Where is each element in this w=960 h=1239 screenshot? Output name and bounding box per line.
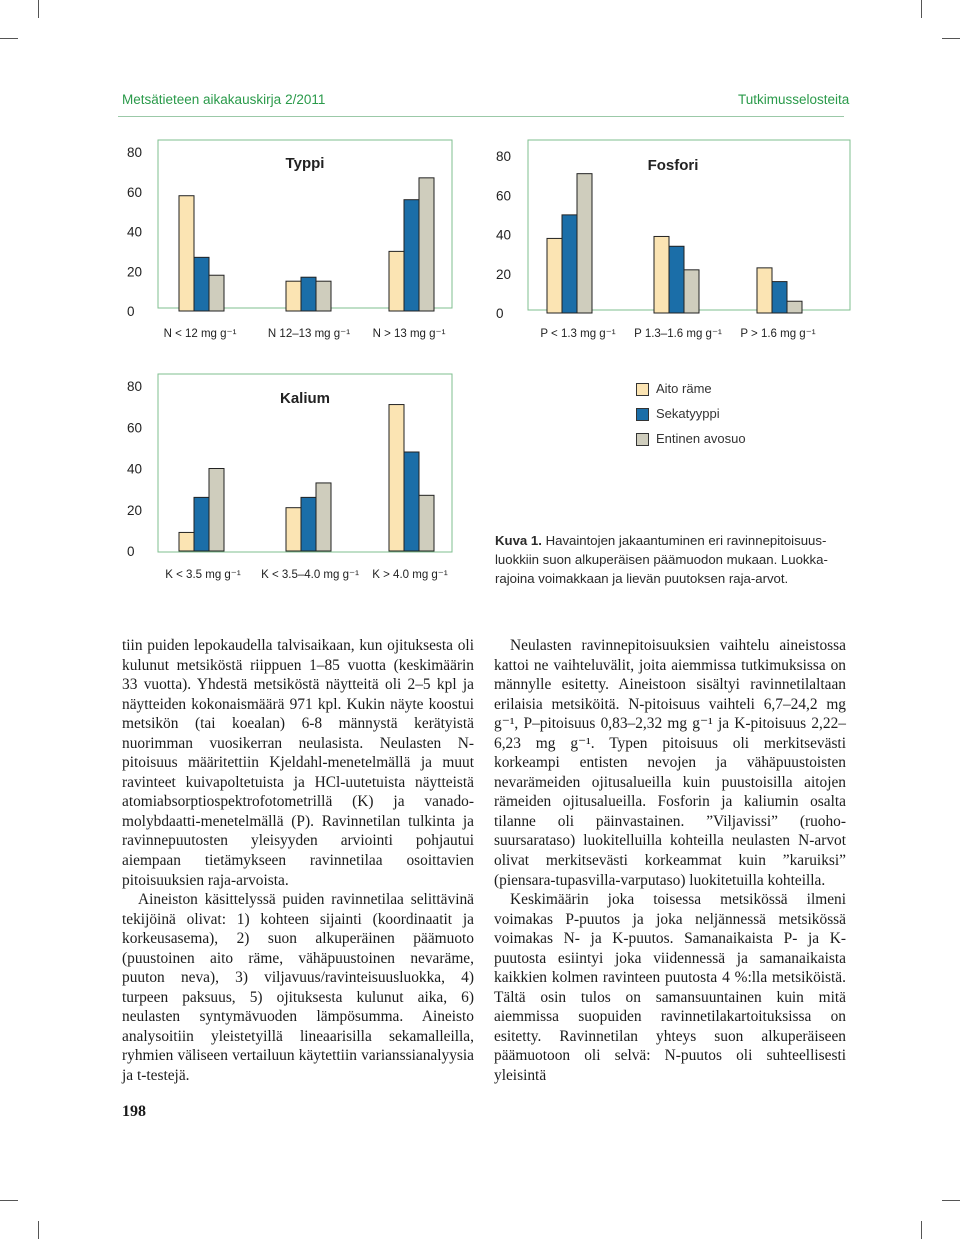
caption-text: Havaintojen jakaantuminen eri ravinnepitoisuusluokkiin suon alkuperäisen päämuodon mukaan. Luokkarajoina voimakkaan ja lievän puutoksen raja-arvot. [495,533,828,586]
y-tick-label: 0 [127,304,135,319]
page-number: 198 [122,1103,146,1120]
y-tick-label: 0 [127,544,135,559]
x-tick-label: K < 3.5 mg g⁻¹ [165,569,241,581]
y-tick-label: 40 [127,461,143,477]
journal-name: Metsätieteen aikakauskirja [122,92,282,107]
bar [301,497,316,551]
paragraph: Neulasten ravinnepitoisuuksien vaihtelu aineistossa kattoi ne vaihteluvälit, joita aiemmissa tutkimuksissa on männylle esitetty. Aineistoon sisältyi ravinnetilaltaan erilaisia metsiköitä. N-pitoisuus vaihteli 6,7–24,2 mg g⁻¹, P–pitoisuus 0,83–2,32 mg g⁻¹ ja K-pitoisuus 2,22–6,23 mg g⁻¹. Typen pitoisuus oli merkitsevästi korkeampi entisten nevojen ja vähäpuustoisten nevarämeiden ojitusalueilla kuin puustoisilla aitojen rämeiden ojitusalueilla. Fosforin ja kaliumin osalta tilanne oli päinvastainen. ”Viljavissi” (ruoho-suursarataso) luokitelluilla kohteilla neulasten N-arvot olivat merkitsevästi korkeammat kuin ”karuiksi” (piensara-tupasvilla-varputaso) luokitetuilla kohteilla. [494,637,846,889]
caption-label: Kuva 1. [495,533,542,548]
crop-mark [942,1200,960,1201]
legend-label: Sekatyyppi [656,406,720,421]
y-tick-label: 20 [496,266,512,282]
x-tick-label: K > 4.0 mg g⁻¹ [372,569,448,581]
bar [389,405,404,551]
x-tick-label: K < 3.5–4.0 mg g⁻¹ [261,569,359,581]
crop-mark [921,1221,922,1239]
crop-mark [38,1221,39,1239]
bar [404,452,419,551]
legend-swatch [636,383,649,396]
bar [419,495,434,551]
paragraph: Aineiston käsittelyssä puiden ravinnetilaa selittävinä tekijöinä olivat: 1) kohteen sijainti (koordinaatit ja korkeusasema), 2) suon alkuperäinen päämuoto (puustoinen aito räme, vähäpuustoinen nevaräme, puuton neva), 3) viljavuus/ravinteisuusluokka, 4) turpeen paksuus, 5) ojituksesta kulunut aika, 6) neulasten syntymävuoden lämpösumma. Aineisto analysoitiin yleistetyillä lineaarisilla sekamalleilla, ryhmien väliseen vertailuun käytettiin varianssianalyysia ja t-testejä. [122,891,474,1085]
x-tick-label: P 1.3–1.6 mg g⁻¹ [634,328,722,340]
figure-caption [495,531,845,588]
y-tick-label: 80 [127,145,143,160]
y-tick-label: 40 [127,224,143,240]
section-name: Tutkimusselosteita [738,92,850,107]
x-tick-label: N 12–13 mg g⁻¹ [267,328,351,340]
bar [286,508,301,551]
x-tick-label: P > 1.6 mg g⁻¹ [740,328,816,340]
chart-title: Typpi [285,155,325,172]
bar [209,469,224,552]
x-tick-label: P < 1.3 mg g⁻¹ [540,328,616,340]
chart-title: Kalium [279,390,331,407]
journal-issue: 2/2011 [285,92,326,107]
crop-mark [0,1200,18,1201]
y-tick-label: 60 [496,188,512,204]
y-tick-label: 0 [496,306,504,321]
y-tick-label: 20 [127,502,143,518]
x-tick-label: N > 13 mg g⁻¹ [372,328,446,340]
chart-title: Fosfori [647,157,699,174]
legend-label: Entinen avosuo [656,431,746,446]
body-column-right [494,636,846,1086]
paragraph: tiin puiden lepokaudella talvisaikaan, kun ojituksesta oli kulunut metsiköstä riippuen 1–85 vuotta (keskimäärin 33 vuotta). Yhdestä metsiköstä näytteitä oli 2–5 kpl ja näytteiden kokonaismäärä 971 kpl. Kukin näyte koostui metsikön (tai koealan) 6-8 männystä kerätyistä nuorimman vuosikerran neulasista. Neulasten N-pitoisuus määritettiin Kjeldahl-menetelmällä ja muut ravinteet kuivapoltetuista ja HCl-uutetuista näytteistä atomiabsorptiospektrofotometrillä (K) ja vanado-molybdaatti-menetelmällä (P). Ravinnetilan tulkinta ja ravinnepuutosten yleisyyden arviointi pohjautui aiempaan tietämykseen ravinnetilaa osoittavien pitoisuuksien raja-arvoista. [122,637,474,889]
bar [179,532,194,551]
legend-label: Aito räme [656,381,712,396]
y-tick-label: 60 [127,420,143,436]
legend-swatch [636,408,649,421]
y-tick-label: 80 [496,149,512,164]
bar [316,483,331,551]
y-tick-label: 40 [496,227,512,243]
legend-swatch [636,433,649,446]
x-tick-label: N < 12 mg g⁻¹ [163,328,237,340]
body-column-left [122,636,474,1086]
y-tick-label: 20 [127,264,143,280]
y-tick-label: 60 [127,184,143,200]
paragraph: Keskimäärin joka toisessa metsikössä ilmeni voimakas P-puutos ja joka neljännessä metsikössä voimakas N- ja K-puutos. Samanaikaista P- ja K-puutosta esiintyi joka viidennessä ja samanaikaista kaikkien kolmen ravinteen puutosta 4 %:lla metsiköistä. Tältä osin tulos on samansuuntainen kuin mitä aiemmissa suopuiden ravinnetilakartoituksissa on esitetty. Ravinnetilan yhteys suon alkuperäiseen päämuotoon oli selvä: N-puutos oli suhteellisesti yleisintä [494,891,846,1085]
bar [194,497,209,551]
y-tick-label: 80 [127,379,143,394]
